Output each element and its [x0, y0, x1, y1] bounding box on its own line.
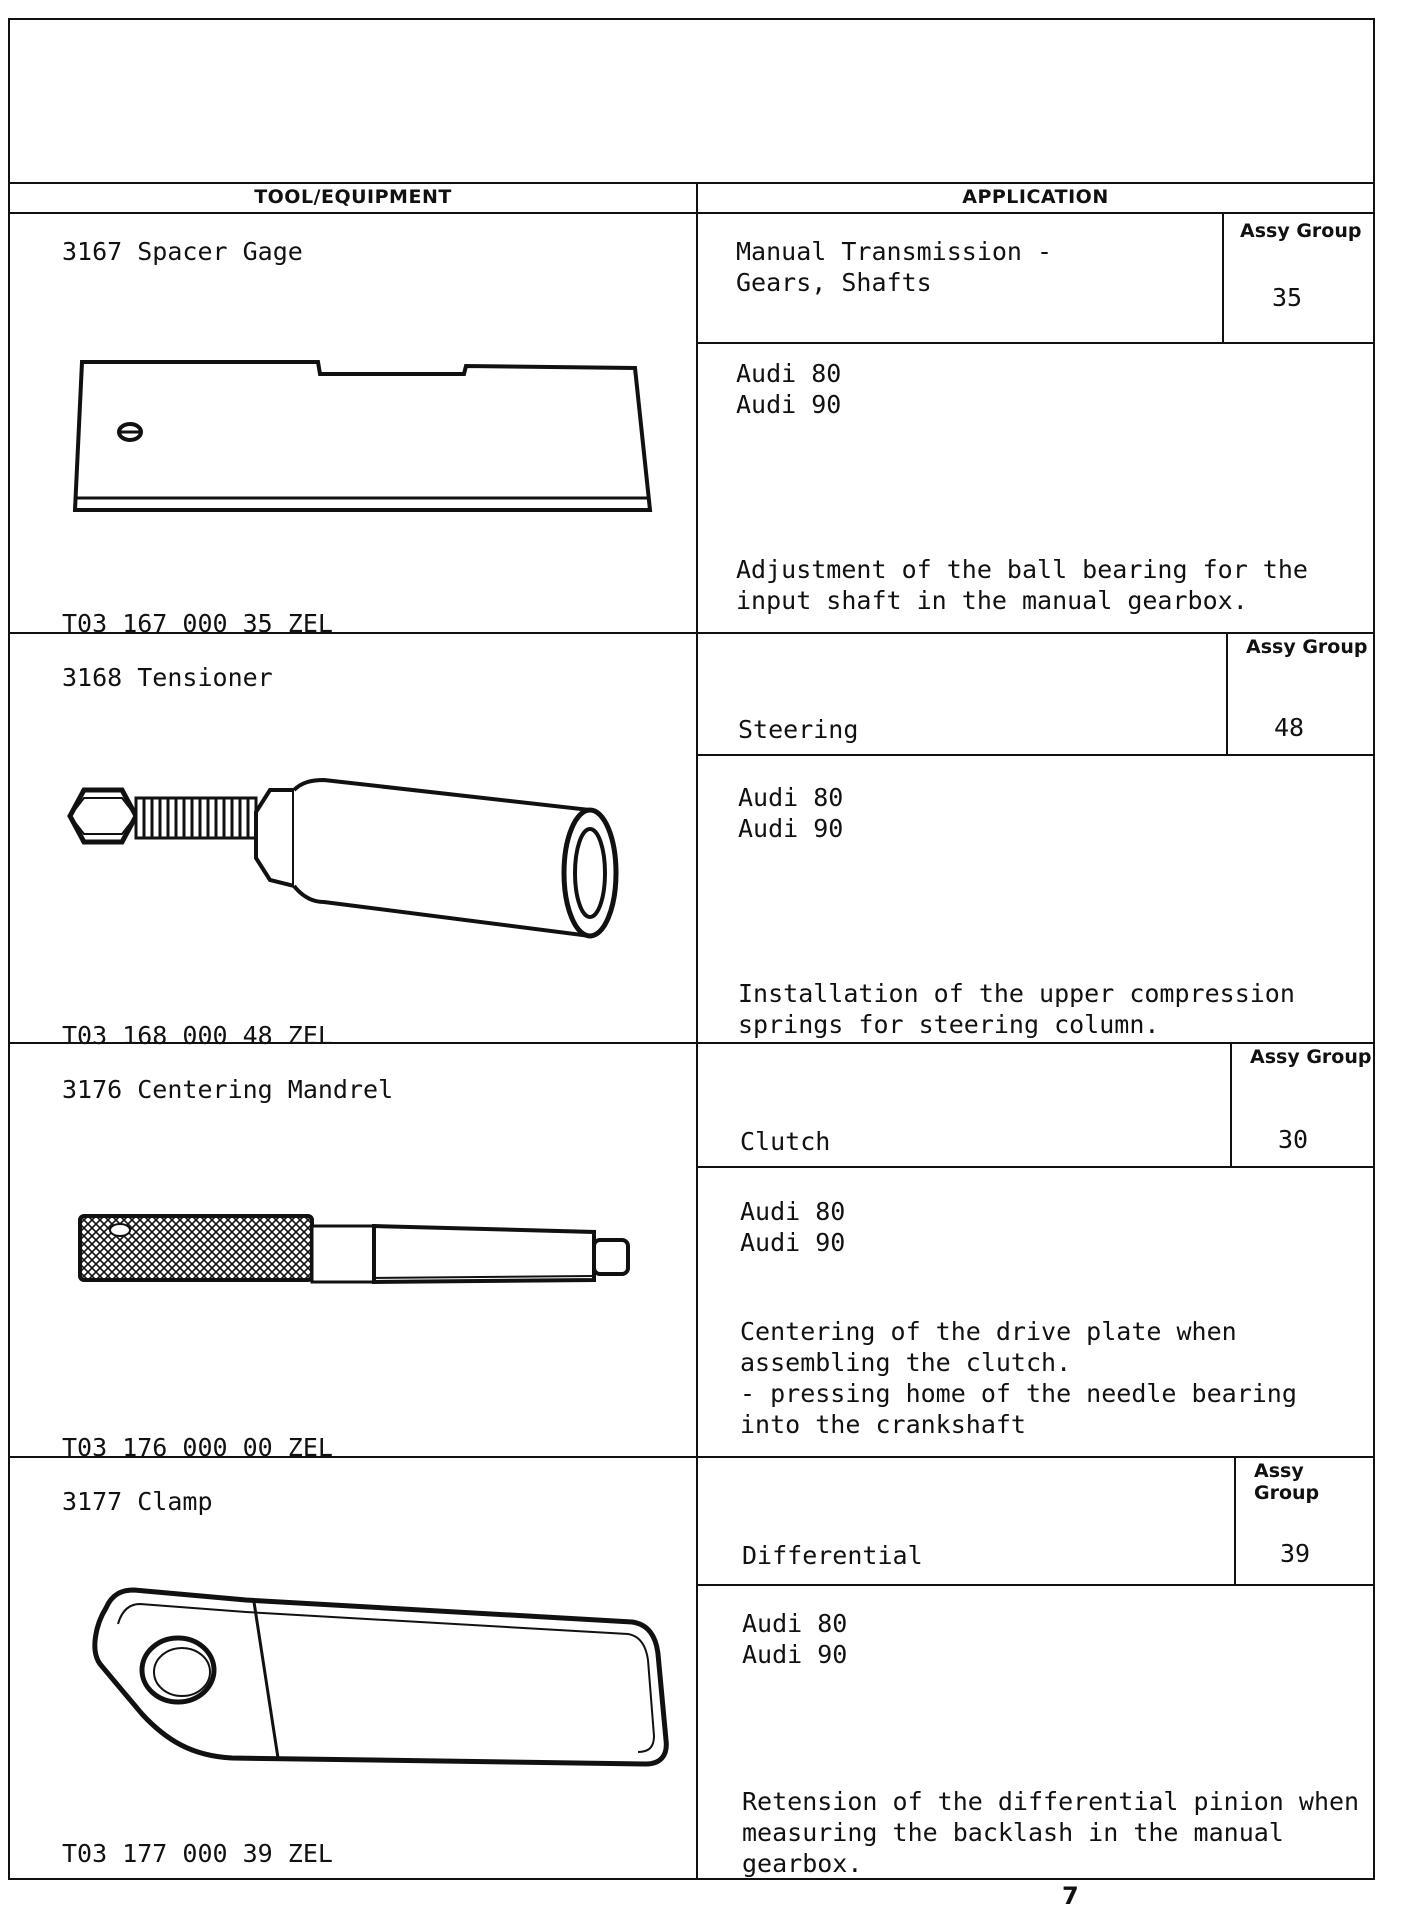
application-area: Steering	[738, 715, 859, 744]
application-description: Adjustment of the ball bearing for the input shaft in the manual gearbox.	[736, 555, 1308, 615]
app-divider	[698, 342, 1373, 344]
tool-name: 3167 Spacer Gage	[62, 237, 303, 266]
application-column-header: APPLICATION	[696, 182, 1373, 214]
vehicle-models: Audi 80 Audi 90	[740, 1197, 846, 1257]
part-number: T03 177 000 39 ZEL	[62, 1839, 333, 1868]
application-area: Clutch	[740, 1127, 831, 1156]
clamp-icon	[82, 1580, 682, 1780]
application-area: Differential	[742, 1541, 923, 1570]
page-number: 7	[1062, 1882, 1079, 1910]
blank-header-area	[10, 20, 1373, 184]
assy-group-label: Assy Group	[1240, 220, 1362, 242]
application-description: Installation of the upper compression springs for steering column.	[738, 979, 1295, 1039]
application-description: Centering of the drive plate when assembling the clutch. - pressing home of the needle bearing into the crankshaft	[740, 1317, 1297, 1439]
part-number: T03 167 000 35 ZEL	[62, 609, 333, 638]
part-number: T03 176 000 00 ZEL	[62, 1433, 333, 1462]
vehicle-models: Audi 80 Audi 90	[738, 783, 844, 843]
assy-group-number: 30	[1278, 1125, 1309, 1154]
document-frame	[8, 18, 1375, 1880]
assy-group-number: 48	[1274, 713, 1305, 742]
application-description: Retension of the differential pinion when measuring the backlash in the manual gearbox.	[742, 1787, 1360, 1878]
assy-divider	[1230, 1042, 1232, 1166]
assy-divider	[1226, 632, 1228, 754]
tool-column-header: TOOL/EQUIPMENT	[10, 182, 696, 214]
assy-group-label: Assy Group	[1250, 1046, 1372, 1068]
assy-group-number: 35	[1272, 283, 1303, 312]
tool-name: 3177 Clamp	[62, 1487, 213, 1516]
assy-group-label: Assy Group	[1246, 636, 1368, 658]
app-divider	[698, 1584, 1373, 1586]
vehicle-models: Audi 80 Audi 90	[736, 359, 842, 419]
tensioner-icon	[62, 768, 662, 948]
assy-divider	[1222, 214, 1224, 342]
assy-group-label: Assy Group	[1254, 1460, 1320, 1504]
vehicle-models: Audi 80 Audi 90	[742, 1609, 848, 1669]
app-divider	[698, 754, 1373, 756]
app-divider	[698, 1166, 1373, 1168]
application-area: Manual Transmission - Gears, Shafts	[736, 237, 1053, 297]
assy-group-number: 39	[1280, 1539, 1311, 1568]
centering-mandrel-icon	[72, 1208, 672, 1298]
column-divider	[696, 214, 698, 1880]
tool-name: 3168 Tensioner	[62, 663, 273, 692]
assy-divider	[1234, 1456, 1236, 1584]
tool-name: 3176 Centering Mandrel	[62, 1075, 394, 1104]
spacer-gage-icon	[60, 360, 660, 520]
part-number: T03 168 000 48 ZEL	[62, 1021, 333, 1050]
application-area-box	[698, 214, 1222, 344]
